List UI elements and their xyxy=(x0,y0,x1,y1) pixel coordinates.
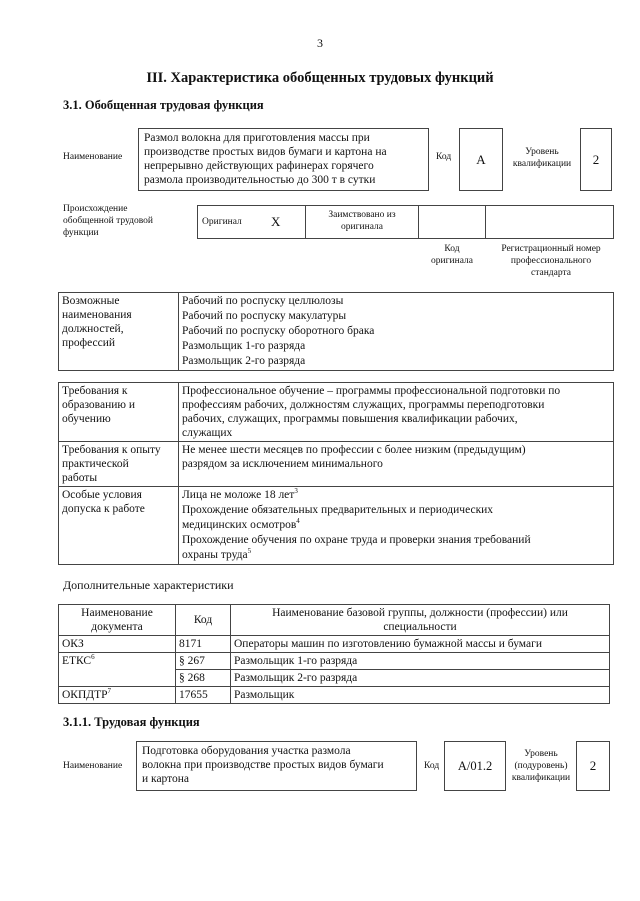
special-conditions-label xyxy=(59,487,179,565)
col-header-line: документа xyxy=(91,621,143,633)
footnote-ref: 6 xyxy=(91,653,95,662)
education-line: служащих xyxy=(182,427,233,439)
experience-label-line: работы xyxy=(62,472,98,484)
position-item: Размольщик 1-го разряда xyxy=(182,340,306,352)
reg-number-line: стандарта xyxy=(531,267,571,278)
special-conditions xyxy=(179,487,614,565)
experience-label xyxy=(59,442,179,487)
page-title: III. Характеристика обобщенных трудовых функций xyxy=(146,70,494,86)
experience-line: разрядом за исключением минимального xyxy=(182,458,383,470)
cell-code: § 267 xyxy=(176,653,231,670)
positions-label-line: наименования xyxy=(62,309,132,321)
col-header-line: Наименование xyxy=(81,607,153,619)
additional-table xyxy=(58,604,610,704)
reg-number-label xyxy=(487,244,615,280)
original-label: Оригинал xyxy=(202,217,242,227)
borrowed-label-line: Заимствовано из xyxy=(328,210,396,220)
divider xyxy=(418,205,419,239)
table-row xyxy=(59,670,610,687)
cell-code: 17655 xyxy=(176,687,231,704)
education-line: Профессиональное обучение – программы профессиональной подготовки по xyxy=(182,385,561,397)
level-label-line: квалификации xyxy=(511,772,571,783)
position-item: Рабочий по роспуску целлюлозы xyxy=(182,295,344,307)
education-label-line: Требования к xyxy=(62,385,128,397)
special-medical-line: Прохождение обязательных предварительных и периодических xyxy=(182,504,494,516)
experience-line: Не менее шести месяцев по профессии с более низким (предыдущим) xyxy=(182,444,526,456)
level-label-line: Уровень xyxy=(525,147,559,157)
level-value: 2 xyxy=(589,758,597,773)
level-label xyxy=(508,749,574,785)
footnote-ref: 3 xyxy=(294,487,298,496)
borrowed-label-line: оригинала xyxy=(341,221,383,232)
cell-name: Размольщик 1-го разряда xyxy=(231,653,610,670)
labor-function-name-line: волокна при производстве простых видов бумаги xyxy=(142,759,384,771)
special-label-line: допуска к работе xyxy=(62,503,145,515)
special-age-text: Лица не моложе 18 лет xyxy=(182,489,295,501)
page-number: 3 xyxy=(317,36,323,50)
education-requirements xyxy=(179,383,614,442)
footnote-ref: 4 xyxy=(296,517,300,526)
positions-table xyxy=(58,292,614,371)
positions-list xyxy=(179,293,614,371)
cell-doc xyxy=(59,687,176,704)
positions-label-line: профессий xyxy=(62,337,116,349)
cell-name: Размольщик 2-го разряда xyxy=(231,670,610,687)
footnote-ref: 7 xyxy=(107,687,112,696)
level-box xyxy=(580,128,612,191)
education-line: рабочих, служащих, программы повышения квалификации рабочих, xyxy=(182,413,518,425)
code-value: A/01.2 xyxy=(457,759,493,773)
col-header-code: Код xyxy=(176,605,231,636)
section-heading-3-1: 3.1. Обобщенная трудовая функция xyxy=(63,98,264,112)
position-item: Рабочий по роспуску макулатуры xyxy=(182,310,347,322)
positions-label-line: Возможные xyxy=(62,295,120,307)
divider xyxy=(305,205,306,239)
labor-function-name-line: и картона xyxy=(142,773,190,785)
table-row xyxy=(59,636,610,653)
function-name-box xyxy=(138,128,429,191)
code-box xyxy=(459,128,503,191)
origin-label-line: обобщенной трудовой xyxy=(63,215,153,226)
requirements-table xyxy=(58,382,614,565)
origin-label xyxy=(63,204,153,240)
positions-label-line: должностей, xyxy=(62,323,124,335)
education-line: профессиям рабочих, должностям служащих, программы переподготовки xyxy=(182,399,545,411)
level-label-line: (подуровень) xyxy=(514,760,568,771)
special-age xyxy=(182,488,610,503)
col-header-line: специальности xyxy=(383,621,457,633)
special-label-line: Особые условия xyxy=(62,489,142,501)
special-safety xyxy=(182,548,610,563)
special-medical-line: медицинских осмотров xyxy=(182,519,297,531)
cell-doc xyxy=(59,636,176,653)
name-label: Наименование xyxy=(63,152,123,162)
table-row xyxy=(59,687,610,704)
reg-number-line: профессионального xyxy=(510,255,592,266)
position-item: Размольщик 2-го разряда xyxy=(182,355,306,367)
special-medical xyxy=(182,518,610,533)
doc-name: ОКПДТР xyxy=(62,689,108,701)
experience-label-line: практической xyxy=(62,458,129,470)
cell-name: Операторы машин по изготовлению бумажной массы и бумаги xyxy=(231,636,610,653)
origin-label-line: Происхождение xyxy=(63,204,128,214)
cell-name: Размольщик xyxy=(231,687,610,704)
col-header-name xyxy=(231,605,610,636)
code-original-label xyxy=(418,244,486,268)
experience-requirements xyxy=(179,442,614,487)
level-label-line: квалификации xyxy=(512,158,572,169)
education-label-line: обучению xyxy=(62,413,111,425)
additional-heading: Дополнительные характеристики xyxy=(63,578,234,592)
function-name-line: Размол волокна для приготовления массы при xyxy=(144,132,370,144)
code-original-line: Код xyxy=(444,244,460,254)
footnote-ref: 5 xyxy=(247,547,252,556)
positions-label xyxy=(59,293,179,371)
code-original-line: оригинала xyxy=(431,255,473,266)
table-row xyxy=(59,653,610,670)
level-value: 2 xyxy=(592,152,600,167)
code-label: Код xyxy=(436,152,452,162)
education-label-line: образованию и xyxy=(62,399,135,411)
cell-doc xyxy=(59,670,176,687)
level-label-line: Уровень xyxy=(524,749,558,759)
function-name-line: непрерывно действующих рафинерах горячего xyxy=(144,160,374,172)
col-header-line: Наименование базовой группы, должности (профессии) или xyxy=(272,607,568,619)
labor-function-name-line: Подготовка оборудования участка размола xyxy=(142,745,351,757)
position-item: Рабочий по роспуску оборотного брака xyxy=(182,325,375,337)
section-heading-3-1-1: 3.1.1. Трудовая функция xyxy=(63,715,200,729)
function-name-line: размола производительностью до 300 т в сутки xyxy=(144,174,376,186)
experience-label-line: Требования к опыту xyxy=(62,444,161,456)
level-label xyxy=(506,147,578,171)
education-label xyxy=(59,383,179,442)
doc-name: ЕТКС xyxy=(62,655,92,667)
special-safety-line: Прохождение обучения по охране труда и проверки знания требований xyxy=(182,534,531,546)
code-label: Код xyxy=(424,761,440,771)
code-box xyxy=(444,741,506,791)
original-mark: X xyxy=(271,214,281,229)
level-box xyxy=(576,741,610,791)
code-value: A xyxy=(476,152,486,167)
cell-doc xyxy=(59,653,176,670)
name-label: Наименование xyxy=(63,761,123,771)
cell-code: 8171 xyxy=(176,636,231,653)
special-safety-line: охраны труда xyxy=(182,549,248,561)
doc-name: ОКЗ xyxy=(62,638,84,650)
origin-label-line: функции xyxy=(63,227,99,238)
function-name-line: производстве простых видов бумаги и картона на xyxy=(144,146,387,158)
divider xyxy=(485,205,486,239)
labor-function-name-box xyxy=(136,741,417,791)
cell-code: § 268 xyxy=(176,670,231,687)
borrowed-label xyxy=(308,210,416,234)
col-header-document xyxy=(59,605,176,636)
reg-number-line: Регистрационный номер xyxy=(501,244,601,254)
